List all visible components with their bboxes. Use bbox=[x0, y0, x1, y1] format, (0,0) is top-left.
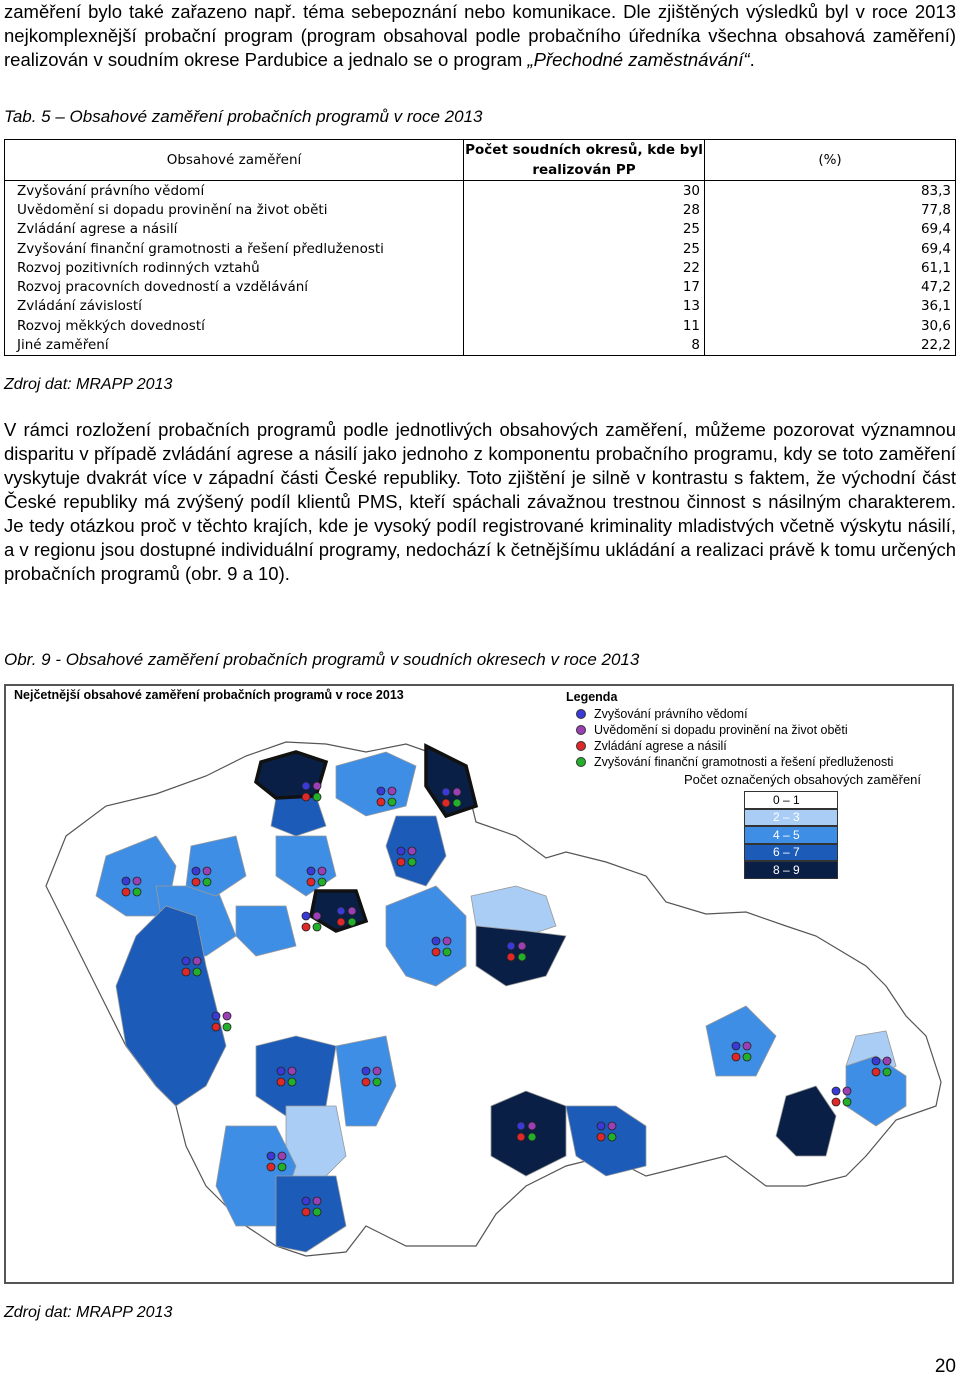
focus-dot-icon bbox=[507, 942, 515, 950]
focus-dot-icon bbox=[872, 1068, 880, 1076]
focus-dot-icon bbox=[348, 907, 356, 915]
focus-dot-icon bbox=[743, 1053, 751, 1061]
focus-dot-icon bbox=[223, 1023, 231, 1031]
table-row bbox=[5, 258, 956, 277]
row-percent: 30,6 bbox=[705, 316, 956, 335]
count-title: Počet označených obsahových zaměření bbox=[684, 772, 922, 787]
map-title: Nejčetnější obsahové zaměření probačních programů v roce 2013 bbox=[14, 688, 404, 702]
legend-label: Zvyšování právního vědomí bbox=[594, 707, 748, 721]
focus-dot-icon bbox=[397, 847, 405, 855]
focus-dot-icon bbox=[267, 1163, 275, 1171]
focus-dot-icon bbox=[307, 878, 315, 886]
focus-dot-icon bbox=[192, 878, 200, 886]
focus-dot-icon bbox=[313, 1208, 321, 1216]
legend-item bbox=[576, 738, 946, 754]
class-label: 4 – 5 bbox=[744, 826, 838, 844]
focus-dot-icon bbox=[313, 923, 321, 931]
class-label: 0 – 1 bbox=[744, 791, 838, 809]
legend-item bbox=[576, 706, 946, 722]
focus-dot-icon bbox=[288, 1067, 296, 1075]
focus-dot-icon bbox=[517, 1122, 525, 1130]
focus-dot-icon bbox=[843, 1087, 851, 1095]
row-label: Jiné zaměření bbox=[5, 335, 464, 355]
focus-dot-icon bbox=[192, 867, 200, 875]
focus-dot-icon bbox=[518, 942, 526, 950]
focus-dot-icon bbox=[732, 1053, 740, 1061]
row-label: Rozvoj pracovních dovedností a vzdělávání bbox=[5, 277, 464, 296]
focus-dot-icon bbox=[193, 968, 201, 976]
row-percent: 69,4 bbox=[705, 239, 956, 258]
row-label: Rozvoj pozitivních rodinných vztahů bbox=[5, 258, 464, 277]
focus-dot-icon bbox=[307, 867, 315, 875]
focus-dot-icon bbox=[278, 1163, 286, 1171]
table-caption: Tab. 5 – Obsahové zaměření probačních programů v roce 2013 bbox=[4, 107, 483, 126]
focus-dot-icon bbox=[302, 782, 310, 790]
focus-dot-icon bbox=[337, 907, 345, 915]
focus-dot-icon bbox=[518, 953, 526, 961]
focus-dot-icon bbox=[212, 1012, 220, 1020]
focus-dot-icon bbox=[732, 1042, 740, 1050]
class-swatch bbox=[744, 861, 946, 879]
legend-label: Uvědomění si dopadu provinění na život oběti bbox=[594, 723, 848, 737]
focus-dot-icon bbox=[288, 1078, 296, 1086]
focus-dot-icon bbox=[203, 867, 211, 875]
row-count: 30 bbox=[464, 181, 705, 201]
focus-dot-icon bbox=[302, 793, 310, 801]
legend-dot-icon bbox=[576, 709, 586, 719]
class-label: 8 – 9 bbox=[744, 861, 838, 879]
legend-dot-icon bbox=[576, 741, 586, 751]
row-label: Uvědomění si dopadu provinění na život oběti bbox=[5, 200, 464, 219]
focus-dot-icon bbox=[302, 912, 310, 920]
focus-dot-icon bbox=[337, 918, 345, 926]
row-label: Zvyšování finanční gramotnosti a řešení předluženosti bbox=[5, 239, 464, 258]
table-row bbox=[5, 335, 956, 355]
focus-dot-icon bbox=[743, 1042, 751, 1050]
figure-caption: Obr. 9 - Obsahové zaměření probačních programů v soudních okresech v roce 2013 bbox=[4, 650, 640, 669]
row-label: Zvládání závislostí bbox=[5, 297, 464, 316]
row-percent: 22,2 bbox=[705, 335, 956, 355]
focus-dot-icon bbox=[397, 858, 405, 866]
focus-dot-icon bbox=[278, 1152, 286, 1160]
class-label: 2 – 3 bbox=[744, 809, 838, 827]
body-paragraph: V rámci rozložení probačních programů podle jednotlivých obsahových zaměření, můžeme pozorovat významnou disparitu v případě zvládání agrese a násilí jako jednoho z komponentu probačního programu, kdy se toto zaměření vyskytuje dvakrát více v západní části České republiky. Toto zjištění je silně v kontrastu s faktem, že východní část České republiky má zvýšený podíl klientů PMS, kteří spáchali závažnou trestnou činnost s násilným charakterem. Je tedy otázkou proč v těchto krajích, kde je vysoký podíl registrované kriminality mladistvých včetně výskytu násilí, a v regionu jsou dostupné individuální programy, nedochází k četnějšímu ukládání a realizaci právě k tomu určených probačních programů (obr. 9 a 10). bbox=[4, 419, 956, 584]
focus-dot-icon bbox=[267, 1152, 275, 1160]
focus-dot-icon bbox=[122, 877, 130, 885]
focus-dot-icon bbox=[362, 1078, 370, 1086]
focus-dot-icon bbox=[313, 782, 321, 790]
focus-dot-icon bbox=[223, 1012, 231, 1020]
header-count: Počet soudních okresů, kde byl realizován PP bbox=[464, 140, 705, 181]
focus-dot-icon bbox=[302, 1208, 310, 1216]
intro-paragraph bbox=[4, 0, 956, 72]
focus-dot-icon bbox=[432, 937, 440, 945]
focus-dot-icon bbox=[528, 1133, 536, 1141]
focus-dot-icon bbox=[277, 1078, 285, 1086]
table-row bbox=[5, 200, 956, 219]
focus-dot-icon bbox=[843, 1098, 851, 1106]
focus-dot-icon bbox=[373, 1078, 381, 1086]
table-row bbox=[5, 181, 956, 201]
focus-dot-icon bbox=[348, 918, 356, 926]
row-count: 25 bbox=[464, 220, 705, 239]
class-swatch bbox=[744, 809, 946, 827]
table-row bbox=[5, 239, 956, 258]
row-count: 13 bbox=[464, 297, 705, 316]
focus-dot-icon bbox=[377, 787, 385, 795]
legend-label: Zvyšování finanční gramotnosti a řešení předluženosti bbox=[594, 755, 894, 769]
focus-dot-icon bbox=[313, 1197, 321, 1205]
class-swatch bbox=[744, 826, 946, 844]
class-label: 6 – 7 bbox=[744, 844, 838, 862]
row-percent: 36,1 bbox=[705, 297, 956, 316]
legend-dot-icon bbox=[576, 757, 586, 767]
focus-dot-icon bbox=[277, 1067, 285, 1075]
focus-dot-icon bbox=[832, 1098, 840, 1106]
focus-dot-icon bbox=[122, 888, 130, 896]
focus-table bbox=[4, 139, 956, 356]
focus-dot-icon bbox=[302, 923, 310, 931]
map-figure bbox=[4, 684, 954, 1284]
focus-dot-icon bbox=[442, 788, 450, 796]
row-percent: 47,2 bbox=[705, 277, 956, 296]
focus-dot-icon bbox=[443, 937, 451, 945]
focus-dot-icon bbox=[388, 798, 396, 806]
focus-dot-icon bbox=[133, 877, 141, 885]
figure-source: Zdroj dat: MRAPP 2013 bbox=[4, 1304, 173, 1321]
focus-dot-icon bbox=[377, 798, 385, 806]
map-legend bbox=[566, 690, 946, 879]
legend-item bbox=[576, 722, 946, 738]
row-label: Rozvoj měkkých dovedností bbox=[5, 316, 464, 335]
focus-dot-icon bbox=[442, 799, 450, 807]
row-label: Zvyšování právního vědomí bbox=[5, 181, 464, 201]
table-row bbox=[5, 220, 956, 239]
row-count: 22 bbox=[464, 258, 705, 277]
row-label: Zvládání agrese a násilí bbox=[5, 220, 464, 239]
focus-dot-icon bbox=[133, 888, 141, 896]
row-count: 28 bbox=[464, 200, 705, 219]
focus-dot-icon bbox=[408, 847, 416, 855]
focus-dot-icon bbox=[182, 968, 190, 976]
focus-dot-icon bbox=[182, 957, 190, 965]
table-row bbox=[5, 297, 956, 316]
intro-text: zaměření bylo také zařazeno např. téma sebepoznání nebo komunikace. Dle zjištěných výsledků byl v roce 2013 nejkomplexnější probační program (program obsahoval podle probačního úředníka všechna obsahová zaměření) realizován v soudním okrese Pardubice a jednalo se o program bbox=[4, 1, 956, 70]
table-row bbox=[5, 316, 956, 335]
focus-dot-icon bbox=[597, 1133, 605, 1141]
focus-dot-icon bbox=[872, 1057, 880, 1065]
focus-dot-icon bbox=[432, 948, 440, 956]
legend-dot-icon bbox=[576, 725, 586, 735]
intro-end: . bbox=[749, 49, 755, 70]
focus-dot-icon bbox=[608, 1122, 616, 1130]
focus-dot-icon bbox=[313, 912, 321, 920]
class-swatch bbox=[744, 791, 946, 809]
focus-dot-icon bbox=[453, 788, 461, 796]
class-swatch bbox=[744, 844, 946, 862]
focus-dot-icon bbox=[302, 1197, 310, 1205]
row-count: 17 bbox=[464, 277, 705, 296]
focus-dot-icon bbox=[597, 1122, 605, 1130]
focus-dot-icon bbox=[608, 1133, 616, 1141]
row-percent: 77,8 bbox=[705, 200, 956, 219]
focus-dot-icon bbox=[362, 1067, 370, 1075]
focus-dot-icon bbox=[883, 1068, 891, 1076]
legend-heading: Legenda bbox=[566, 690, 618, 704]
row-count: 8 bbox=[464, 335, 705, 355]
row-count: 25 bbox=[464, 239, 705, 258]
focus-dot-icon bbox=[507, 953, 515, 961]
focus-dot-icon bbox=[318, 878, 326, 886]
focus-dot-icon bbox=[443, 948, 451, 956]
focus-dot-icon bbox=[193, 957, 201, 965]
row-percent: 69,4 bbox=[705, 220, 956, 239]
row-percent: 61,1 bbox=[705, 258, 956, 277]
page-number: 20 bbox=[934, 1356, 956, 1377]
focus-dot-icon bbox=[883, 1057, 891, 1065]
legend-label: Zvládání agrese a násilí bbox=[594, 739, 727, 753]
focus-dot-icon bbox=[408, 858, 416, 866]
focus-dot-icon bbox=[453, 799, 461, 807]
focus-dot-icon bbox=[832, 1087, 840, 1095]
focus-dot-icon bbox=[388, 787, 396, 795]
row-percent: 83,3 bbox=[705, 181, 956, 201]
header-focus: Obsahové zaměření bbox=[5, 140, 464, 181]
legend-item bbox=[576, 754, 946, 770]
table-row bbox=[5, 277, 956, 296]
focus-dot-icon bbox=[212, 1023, 220, 1031]
focus-dot-icon bbox=[318, 867, 326, 875]
district-region bbox=[256, 1036, 336, 1116]
row-count: 11 bbox=[464, 316, 705, 335]
table-source: Zdroj dat: MRAPP 2013 bbox=[4, 376, 173, 393]
focus-dot-icon bbox=[313, 793, 321, 801]
header-percent: (%) bbox=[705, 140, 956, 181]
program-name: „Přechodné zaměstnávání“ bbox=[527, 49, 750, 70]
focus-dot-icon bbox=[203, 878, 211, 886]
focus-dot-icon bbox=[517, 1133, 525, 1141]
focus-dot-icon bbox=[528, 1122, 536, 1130]
focus-dot-icon bbox=[373, 1067, 381, 1075]
